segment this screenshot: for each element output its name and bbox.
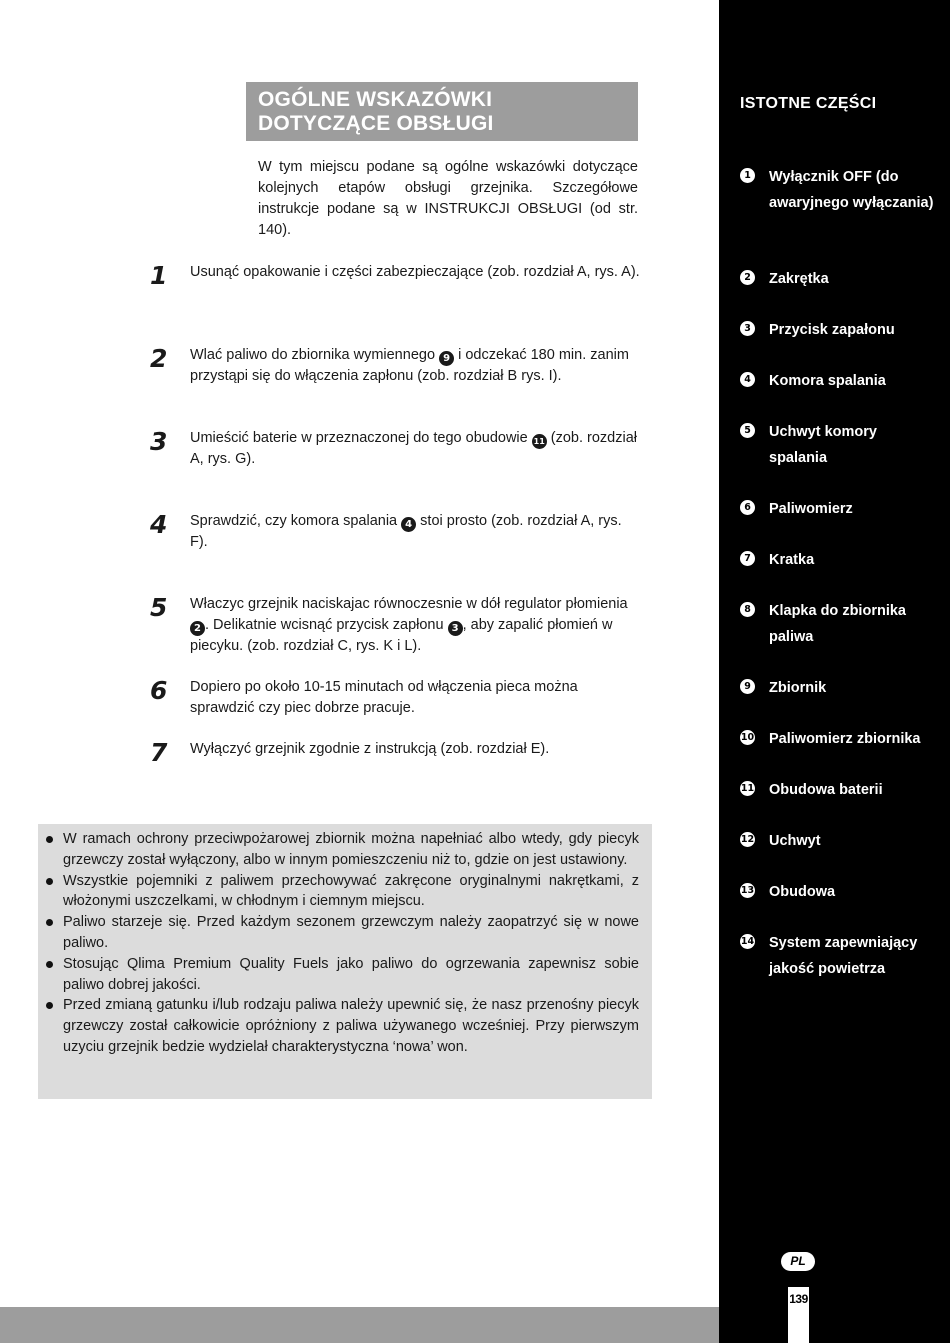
number-badge-icon: 9 (740, 679, 755, 694)
step-text: Dopiero po około 10-15 minutach od włączenia pieca można sprawdzić czy piec dobrze pracuje. (190, 679, 578, 716)
step-number: 1 (150, 261, 168, 290)
number-badge-icon: 3 (740, 321, 755, 336)
note-item: Stosując Qlima Premium Quality Fuels jako paliwo do ogrzewania zapewnisz sobie paliwo dobrej jakości. (46, 954, 639, 996)
step-text: Usunąć opakowanie i części zabezpieczające (zob. rozdział A, rys. A). (190, 264, 640, 280)
part-label: Przycisk zapałonu (769, 322, 895, 338)
part-label: Uchwyt komory spalania (769, 424, 877, 466)
step-number: 4 (150, 510, 168, 539)
page-number: 139 (789, 1292, 808, 1306)
number-badge-icon: 12 (740, 834, 755, 845)
part-label: Kratka (769, 552, 815, 568)
number-badge-icon: 8 (740, 602, 755, 617)
part-label: Uchwyt (769, 833, 821, 849)
number-badge-icon: 14 (740, 936, 755, 947)
step-number: 6 (150, 676, 168, 705)
part-ref-icon: 4 (401, 517, 416, 532)
step-number: 5 (150, 593, 168, 622)
parts-sidebar (719, 0, 950, 1343)
bullet-icon (46, 919, 53, 926)
step-text: Właczyc grzejnik naciskajac równoczesnie w dół regulator płomienia 2 . Delikatnie wcisnąć przycisk zapłonu 3 , aby zapalić płomień w piecyku. (zob. rozdział C, rys. K i L). (190, 596, 628, 654)
part-label: Obudowa baterii (769, 782, 883, 798)
safety-notes-box (38, 824, 652, 1099)
part-label: Paliwomierz zbiornika (769, 731, 921, 747)
bullet-icon (46, 878, 53, 885)
step-number: 3 (150, 427, 168, 456)
part-ref-icon: 2 (190, 621, 205, 636)
number-badge-icon: 13 (740, 885, 755, 896)
number-badge-icon: 5 (740, 423, 755, 438)
part-label: Zakrętka (769, 271, 829, 287)
number-badge-icon: 4 (740, 372, 755, 387)
step-number: 2 (150, 344, 168, 373)
title-line-1: OGÓLNE WSKAZÓWKI (258, 88, 493, 111)
section-title (246, 82, 638, 141)
number-badge-icon: 2 (740, 270, 755, 285)
number-badge-icon: 7 (740, 551, 755, 566)
number-badge-icon: 11 (740, 783, 755, 794)
intro-paragraph: W tym miejscu podane są ogólne wskazówki dotyczące kolejnych etapów obsługi grzejnika. Szczegółowe instrukcje podane są w INSTRUKCJI OBSŁUGI (od str. 140). (258, 159, 638, 238)
bullet-icon (46, 1002, 53, 1009)
note-item: Przed zmianą gatunku i/lub rodzaju paliwa należy upewnić się, że nasz przenośny piecyk grzewczy został całkowicie opróżniony z paliwa używanego wcześniej. Przy pierwszym uzyciu grzejnik bedzie wydzielał charakterystyczna ‘nowa’ won. (46, 995, 639, 1057)
sidebar-title: ISTOTNE CZĘŚCI (740, 95, 877, 112)
part-label: Klapka do zbiornika paliwa (769, 603, 906, 645)
step-text: Umieścić baterie w przeznaczonej do tego obudowie 11 (zob. rozdział A, rys. G). (190, 430, 638, 467)
number-badge-icon: 6 (740, 500, 755, 515)
part-label: Paliwomierz (769, 501, 853, 517)
step-text: Wlać paliwo do zbiornika wymiennego 9 i odczekać 180 min. zanim przystąpi się do włączenia zapłonu (zob. rozdział B rys. I). (190, 347, 629, 384)
bullet-icon (46, 836, 53, 843)
part-label: Zbiornik (769, 680, 827, 696)
part-ref-icon: 9 (439, 351, 454, 366)
language-badge: PL (781, 1252, 815, 1271)
number-badge-icon: 1 (740, 168, 755, 183)
step-text: Sprawdzić, czy komora spalania 4 stoi prosto (zob. rozdział A, rys. F). (190, 513, 622, 550)
step-text: Wyłączyć grzejnik zgodnie z instrukcją (zob. rozdział E). (190, 741, 550, 757)
part-label: System zapewniający jakość powietrza (769, 935, 918, 977)
step-number: 7 (150, 738, 168, 767)
note-item: Paliwo starzeje się. Przed każdym sezonem grzewczym należy zaopatrzyć się w nowe paliwo. (46, 912, 639, 954)
part-ref-icon: 3 (448, 621, 463, 636)
number-badge-icon: 10 (740, 732, 755, 743)
note-item: Wszystkie pojemniki z paliwem przechowywać zakręcone oryginalnymi nakrętkami, z włożonymi uszczelkami, w chłodnym i ciemnym miejscu. (46, 871, 639, 913)
part-label: Komora spalania (769, 373, 886, 389)
footer-bar (0, 1307, 719, 1343)
part-label: Wyłącznik OFF (do awaryjnego wyłączania) (769, 169, 934, 211)
part-ref-icon: 11 (532, 434, 547, 449)
note-item: W ramach ochrony przeciwpożarowej zbiornik można napełniać albo wtedy, gdy piecyk grzewczy został wyłączony, albo w innym pomieszczeniu niż to, gdzie on jest ustawiony. (46, 829, 639, 871)
part-label: Obudowa (769, 884, 836, 900)
bullet-icon (46, 961, 53, 968)
title-line-2: DOTYCZĄCE OBSŁUGI (258, 112, 494, 135)
